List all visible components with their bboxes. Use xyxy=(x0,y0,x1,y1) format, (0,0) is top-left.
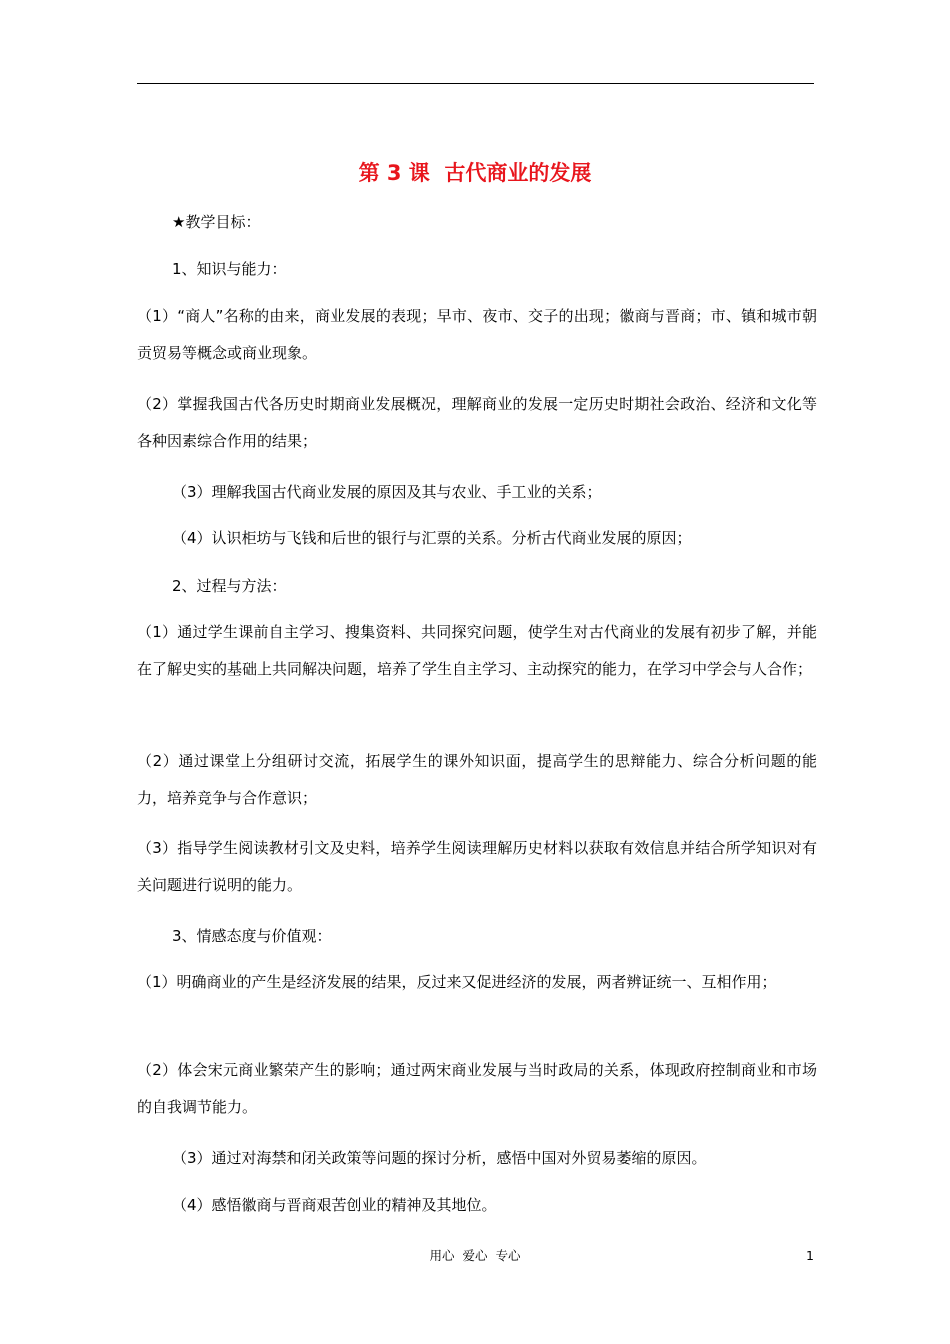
values-item-4: （4）感悟徽商与晋商艰苦创业的精神及其地位。 xyxy=(172,1196,497,1214)
values-item-1: （1）明确商业的产生是经济发展的结果，反过来又促进经济的发展，两者辨证统一、互相作用； xyxy=(137,973,777,991)
knowledge-item-1: （1）“商人”名称的由来，商业发展的表现；早市、夜市、交子的出现；徽商与晋商；市、镇和城市朝贡贸易等概念或商业现象。 xyxy=(137,307,817,362)
knowledge-item-3: （3）理解我国古代商业发展的原因及其与农业、手工业的关系； xyxy=(172,483,602,501)
header-rule xyxy=(137,83,814,84)
page-number: 1 xyxy=(806,1248,814,1263)
lesson-title: 第 3 课 古代商业的发展 xyxy=(358,161,592,185)
process-item-2: （2）通过课堂上分组研讨交流，拓展学生的课外知识面，提高学生的思辩能力、综合分析问题的能力，培养竞争与合作意识； xyxy=(137,752,817,807)
section-heading-values: 3、情感态度与价值观： xyxy=(172,927,332,945)
objectives-heading: ★教学目标： xyxy=(172,213,261,231)
values-item-2: （2）体会宋元商业繁荣产生的影响；通过两宋商业发展与当时政局的关系，体现政府控制商业和市场的自我调节能力。 xyxy=(137,1061,817,1116)
knowledge-item-2: （2）掌握我国古代各历史时期商业发展概况，理解商业的发展一定历史时期社会政治、经济和文化等各种因素综合作用的结果； xyxy=(137,395,817,450)
values-item-3: （3）通过对海禁和闭关政策等问题的探讨分析，感悟中国对外贸易萎缩的原因。 xyxy=(172,1149,707,1167)
section-heading-process: 2、过程与方法： xyxy=(172,577,287,595)
section-heading-knowledge: 1、知识与能力： xyxy=(172,260,287,278)
knowledge-item-4: （4）认识柜坊与飞钱和后世的银行与汇票的关系。分析古代商业发展的原因； xyxy=(172,529,692,547)
footer-motto: 用心 爱心 专心 xyxy=(429,1248,521,1263)
process-item-1: （1）通过学生课前自主学习、搜集资料、共同探究问题，使学生对古代商业的发展有初步了解，并能在了解史实的基础上共同解决问题，培养了学生自主学习、主动探究的能力，在学习中学会与人合作； xyxy=(137,623,817,678)
process-item-3: （3）指导学生阅读教材引文及史料，培养学生阅读理解历史材料以获取有效信息并结合所学知识对有关问题进行说明的能力。 xyxy=(137,839,817,894)
